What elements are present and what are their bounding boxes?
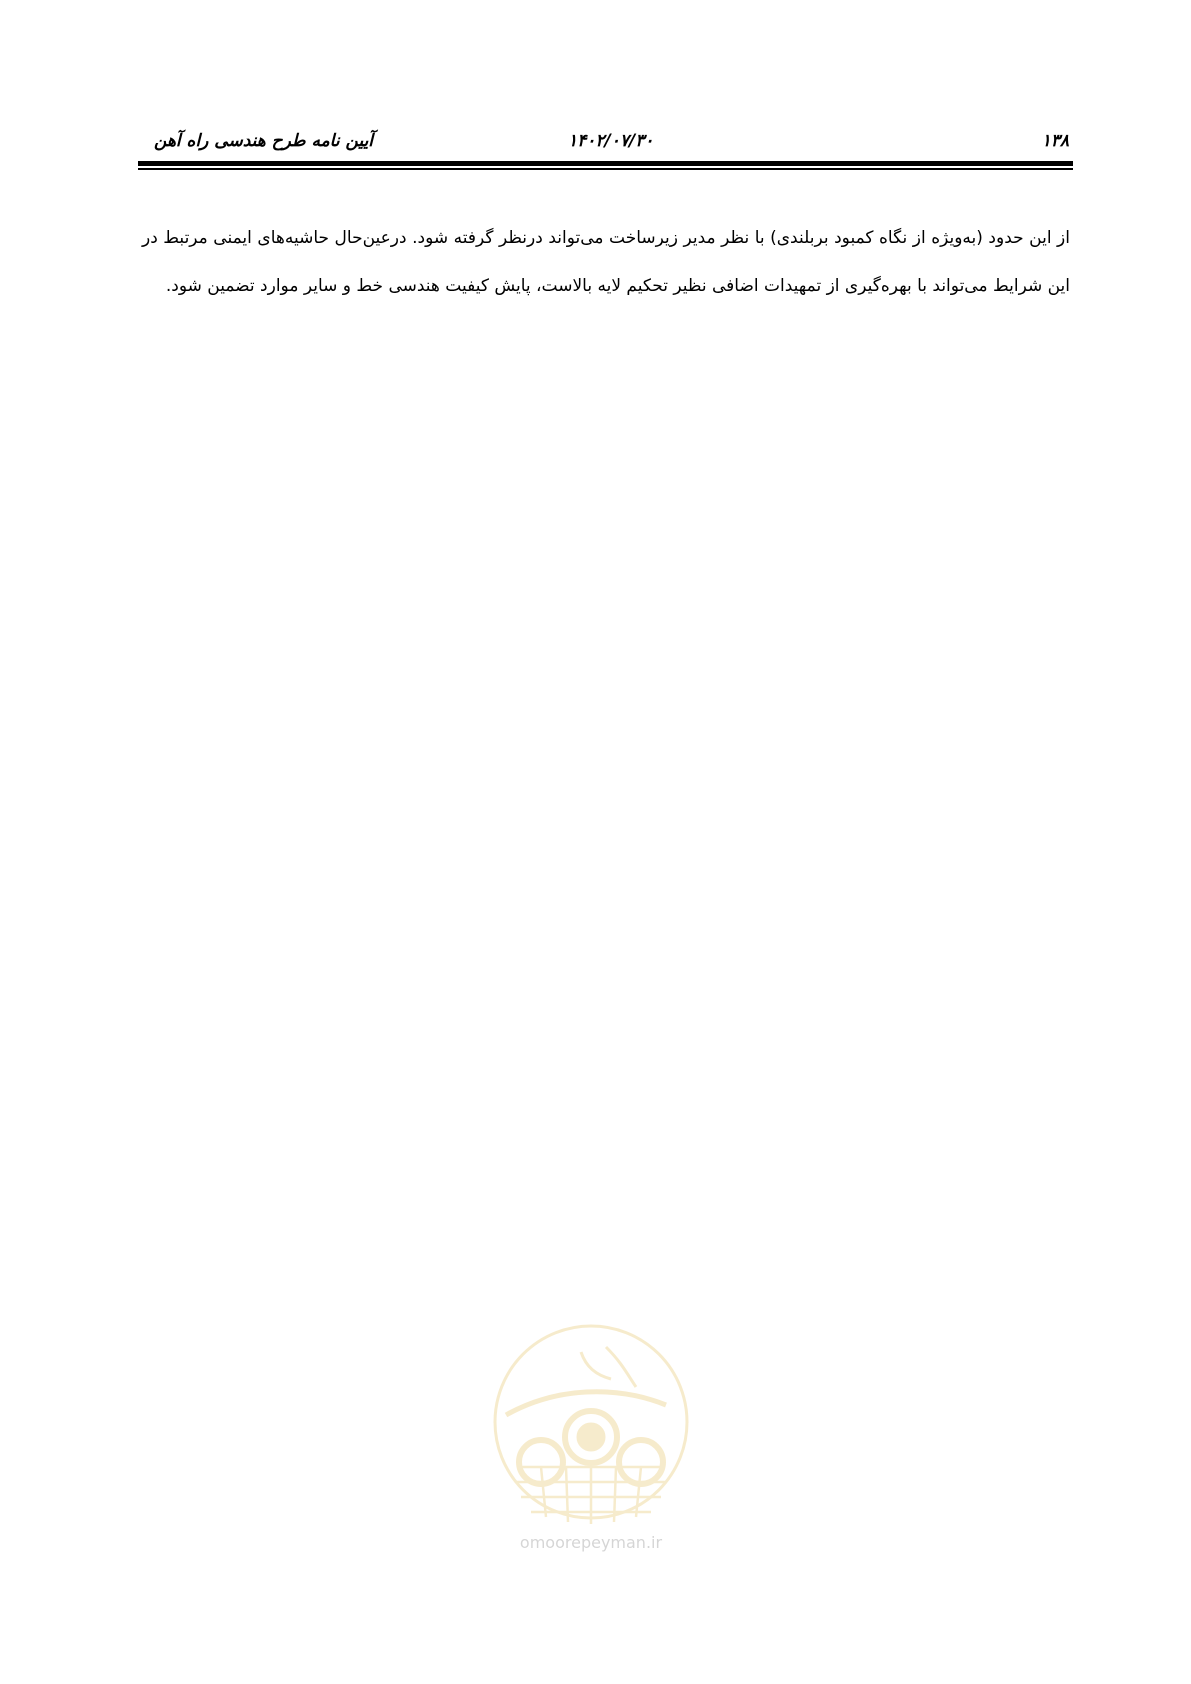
- page-number: ۱۳۸: [1041, 131, 1069, 151]
- header-rule-thick: [138, 161, 1073, 166]
- header-date: ۱۴۰۲/۰۷/۳۰: [568, 131, 654, 151]
- header-title: آیین نامه طرح هندسی راه آهن: [154, 131, 374, 151]
- body-paragraph: از این حدود (به‌ویژه از نگاه کمبود بربلندی) با نظر مدیر زیرساخت می‌تواند درنظر گرفته شود. درعین‌حال حاشیه‌های ایمنی مرتبط در این شرایط می‌تواند با بهره‌گیری از تمهیدات اضافی نظیر تحکیم لایه بالاست، پایش کیفیت هندسی خط و سایر موارد تضمین شود.: [142, 228, 1070, 296]
- watermark-logo: [486, 1317, 696, 1567]
- watermark-emblem-icon: [486, 1317, 696, 1527]
- header-rule-thin: [138, 168, 1073, 170]
- watermark-url: omoorepeyman.ir: [519, 1533, 663, 1552]
- page-header: [138, 128, 1073, 158]
